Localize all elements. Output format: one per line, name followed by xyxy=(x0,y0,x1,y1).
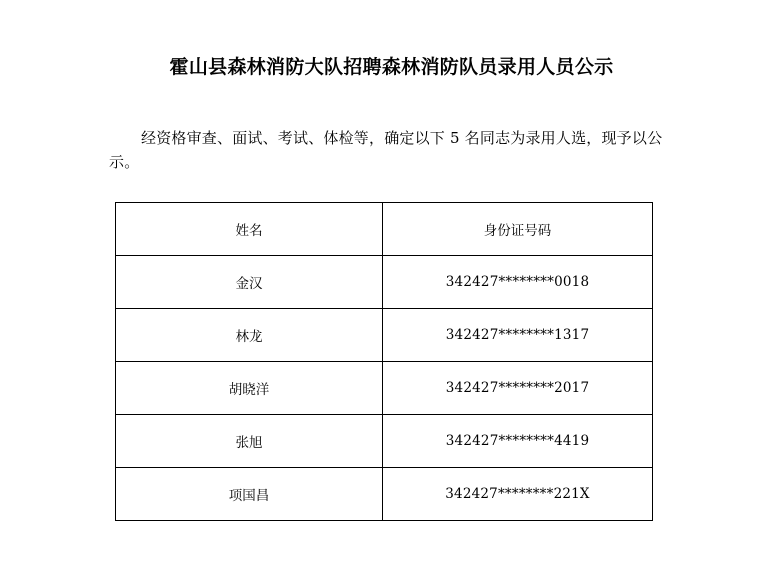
cell-id-number: 342427********1317 xyxy=(383,309,653,362)
header-name: 姓名 xyxy=(116,203,383,256)
cell-name: 金汉 xyxy=(116,256,383,309)
table-row xyxy=(116,256,653,309)
table-row xyxy=(116,309,653,362)
cell-name: 胡晓洋 xyxy=(116,362,383,415)
cell-id-number: 342427********221X xyxy=(383,468,653,521)
header-id-number: 身份证号码 xyxy=(383,203,653,256)
cell-id-number: 342427********0018 xyxy=(383,256,653,309)
cell-name: 项国昌 xyxy=(116,468,383,521)
cell-id-number: 342427********4419 xyxy=(383,415,653,468)
table-row xyxy=(116,415,653,468)
document-paragraph: 经资格审查、面试、考试、体检等，确定以下 5 名同志为录用人选，现予以公示。 xyxy=(109,129,663,171)
cell-id-number: 342427********2017 xyxy=(383,362,653,415)
cell-name: 张旭 xyxy=(116,415,383,468)
document-title: 霍山县森林消防大队招聘森林消防队员录用人员公示 xyxy=(169,56,614,78)
table-row xyxy=(116,468,653,521)
table-row xyxy=(116,362,653,415)
table-header-row xyxy=(116,203,653,256)
cell-name: 林龙 xyxy=(116,309,383,362)
hired-personnel-table xyxy=(115,202,653,521)
